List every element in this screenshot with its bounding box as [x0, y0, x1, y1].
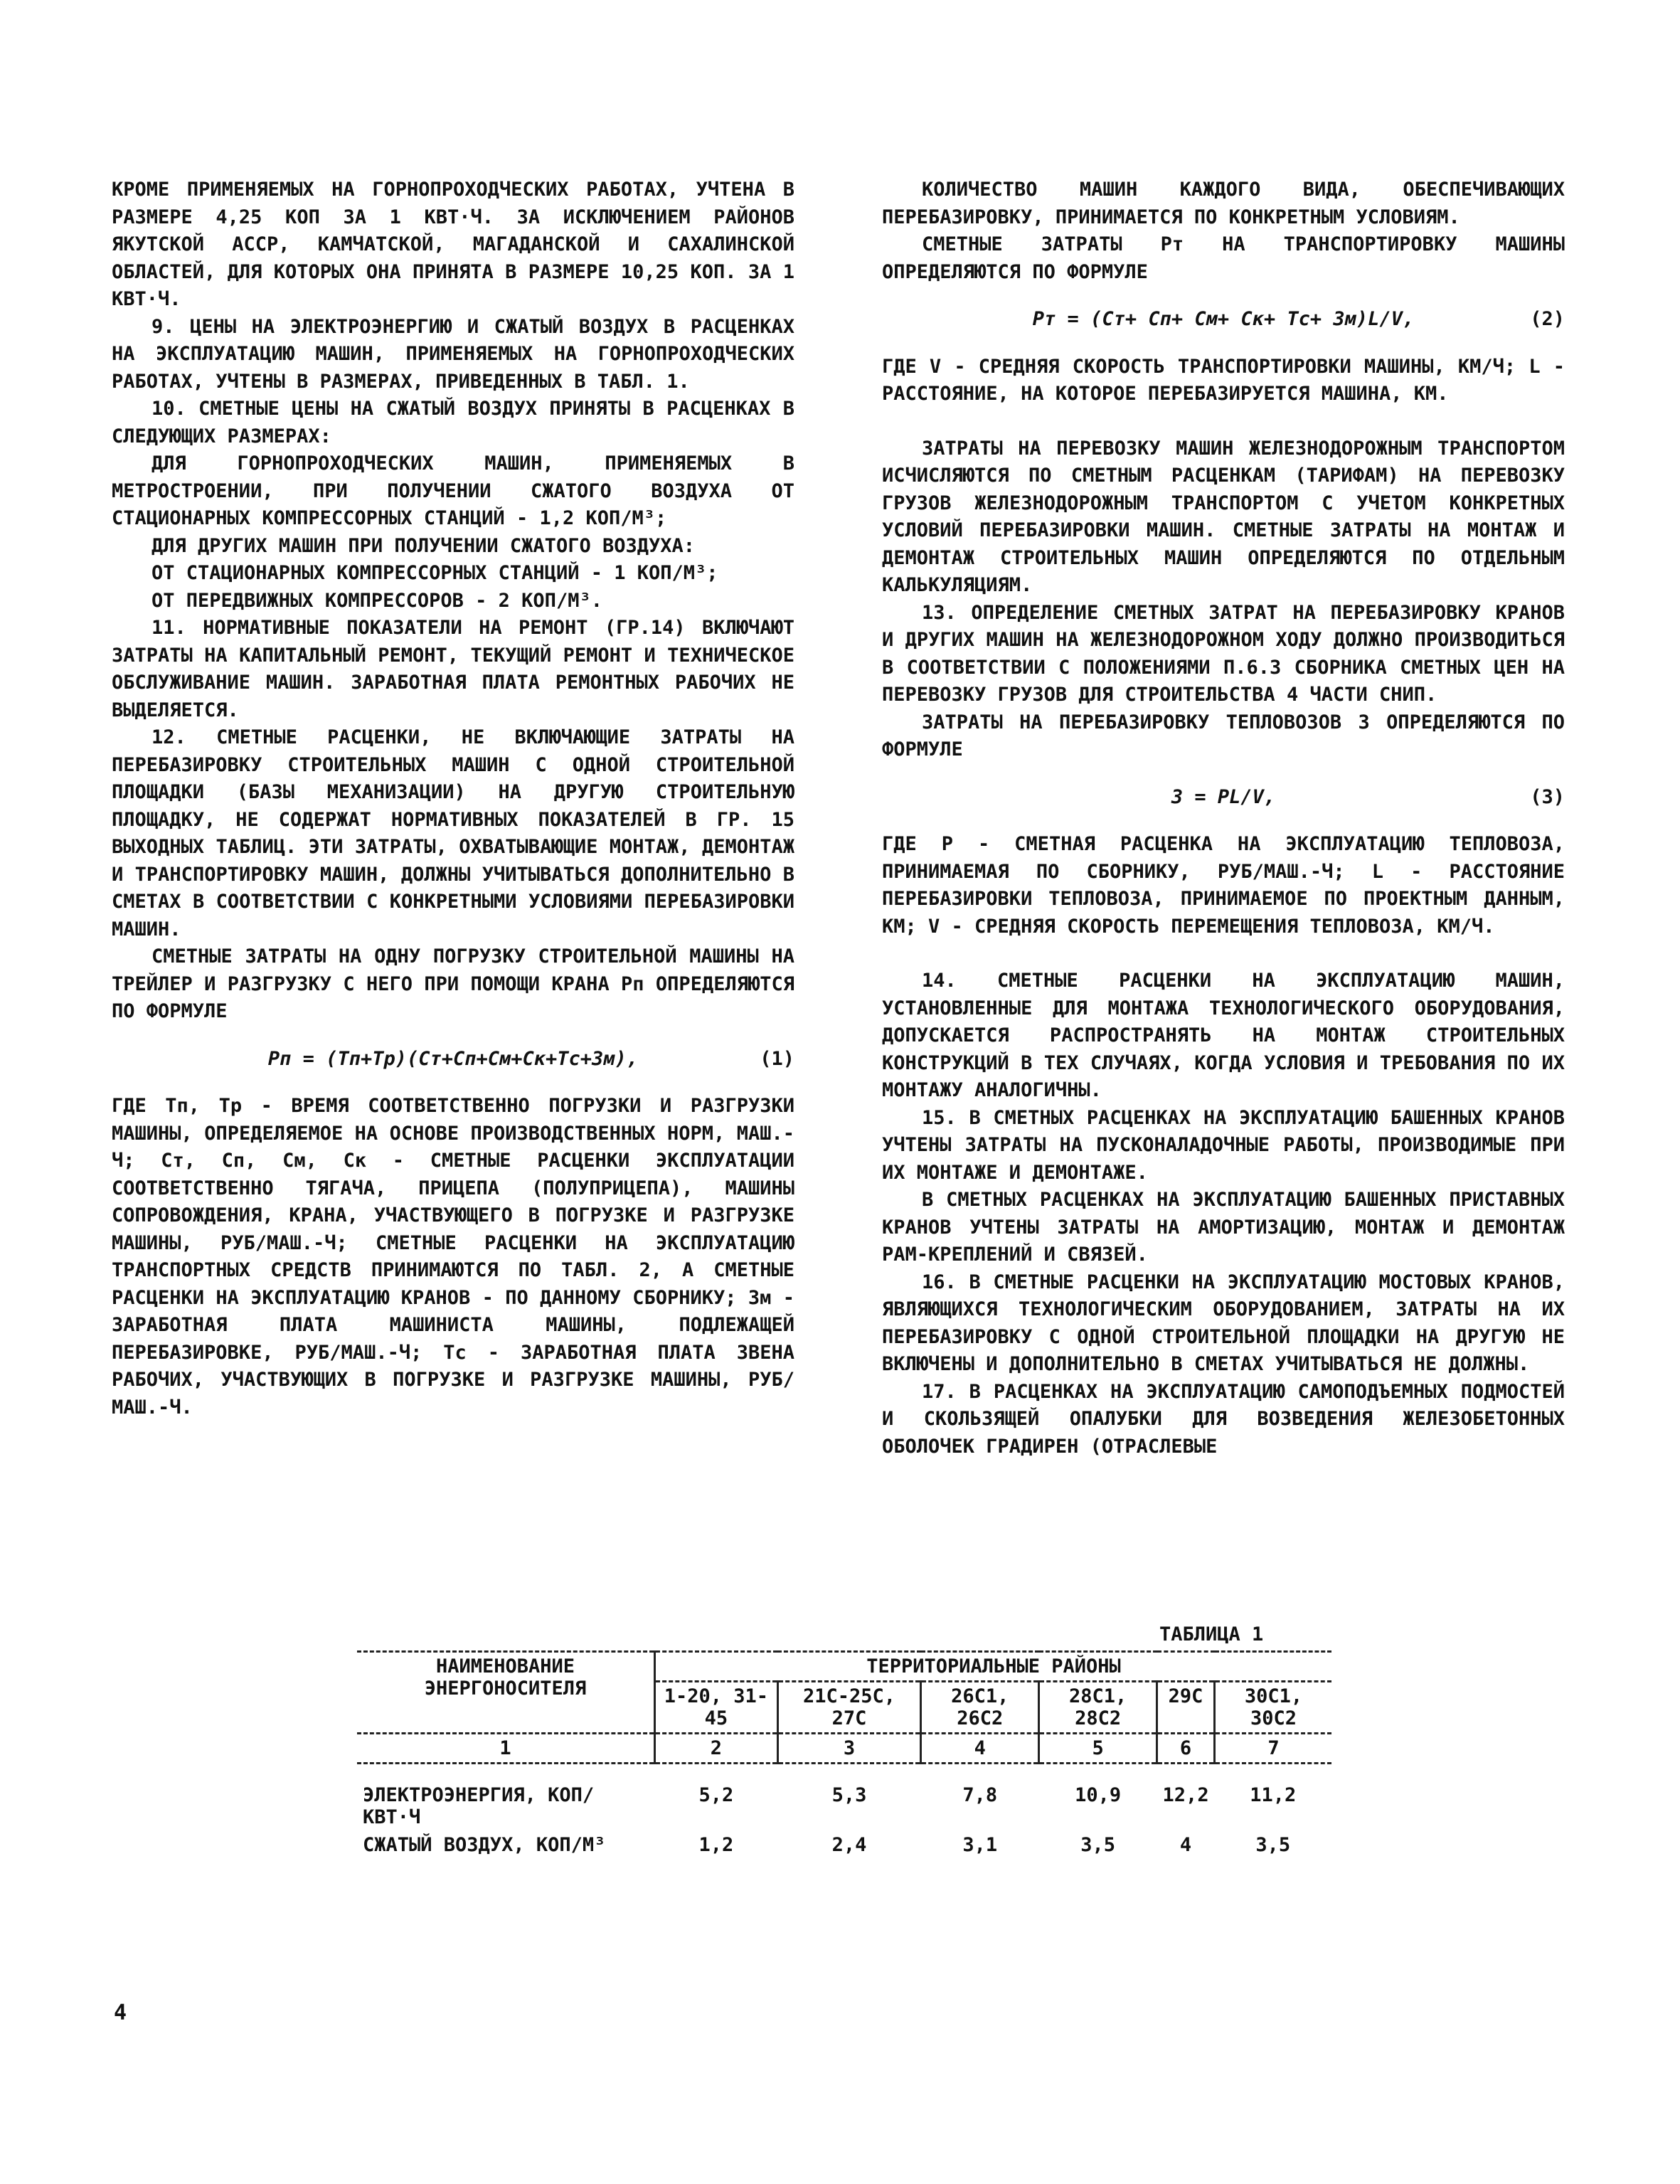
paragraph: КРОМЕ ПРИМЕНЯЕМЫХ НА ГОРНОПРОХОДЧЕСКИХ РАБОТАХ, УЧТЕНА В РАЗМЕРЕ 4,25 КОП ЗА 1 КВТ·Ч. ЗА ИСКЛЮЧЕНИЕМ РАЙОНОВ ЯКУТСКОЙ АССР, КАМЧАТСКОЙ, МАГАДАНСКОЙ И САХАЛИНСКОЙ ОБЛАСТЕЙ, ДЛЯ КОТОРЫХ ОНА ПРИНЯТА В РАЗМЕРЕ 10,25 КОП. ЗА 1 КВТ·Ч.: [112, 179, 794, 310]
column-number: 4: [921, 1734, 1039, 1764]
formula-2: [882, 306, 1565, 334]
row-name: СЖАТЫЙ ВОЗДУХ, КОП/М³: [363, 1834, 606, 1856]
formula-1: [112, 1046, 794, 1074]
paragraph: ДЛЯ ДРУГИХ МАШИН ПРИ ПОЛУЧЕНИИ СЖАТОГО ВОЗДУХА:: [151, 534, 696, 557]
paragraph: ОТ ПЕРЕДВИЖНЫХ КОМПРЕССОРОВ - 2 КОП/М³.: [151, 589, 602, 612]
region-header: 26С1, 26С2: [921, 1682, 1039, 1734]
formula-text: Pт = (Cт+ Cп+ Cм+ Cк+ Tс+ Зм)L/V,: [1032, 308, 1415, 330]
region-header: 28С1, 28С2: [1039, 1682, 1157, 1734]
paragraph: 16. В СМЕТНЫЕ РАСЦЕНКИ НА ЭКСПЛУАТАЦИЮ МОСТОВЫХ КРАНОВ, ЯВЛЯЮЩИХСЯ ТЕХНОЛОГИЧЕСКИМ ОБОРУДОВАНИЕМ, ЗАТРАТЫ НА ИХ ПЕРЕБАЗИРОВКУ С ОДНОЙ СТРОИТЕЛЬНОЙ ПЛОЩАДКИ НА ДРУГУЮ НЕ ВКЛЮЧЕНЫ И ДОПОЛНИТЕЛЬНО В СМЕТАХ УЧИТЫВАТЬСЯ НЕ ДОЛЖНЫ.: [882, 1271, 1565, 1375]
paragraph: 11. НОРМАТИВНЫЕ ПОКАЗАТЕЛИ НА РЕМОНТ (ГР.14) ВКЛЮЧАЮТ ЗАТРАТЫ НА КАПИТАЛЬНЫЙ РЕМОНТ, ТЕКУЩИЙ РЕМОНТ И ТЕХНИЧЕСКОЕ ОБСЛУЖИВАНИЕ МАШИН. ЗАРАБОТНАЯ ПЛАТА РЕМОНТНЫХ РАБОЧИХ НЕ ВЫДЕЛЯЕТСЯ.: [112, 617, 794, 721]
region-header: 1-20, 31-45: [655, 1682, 778, 1734]
formula-text: З = PL/V,: [1171, 785, 1276, 808]
cell: 4: [1179, 1834, 1192, 1856]
cell: 7,8: [962, 1784, 998, 1806]
paragraph: КОЛИЧЕСТВО МАШИН КАЖДОГО ВИДА, ОБЕСПЕЧИВАЮЩИХ ПЕРЕБАЗИРОВКУ, ПРИНИМАЕТСЯ ПО КОНКРЕТНЫМ УСЛОВИЯМ.: [882, 179, 1565, 228]
column-number: 2: [655, 1734, 778, 1764]
paragraph: СМЕТНЫЕ ЗАТРАТЫ НА ОДНУ ПОГРУЗКУ СТРОИТЕЛЬНОЙ МАШИНЫ НА ТРЕЙЛЕР И РАЗГРУЗКУ С НЕГО ПРИ ПОМОЩИ КРАНА Рп ОПРЕДЕЛЯЮТСЯ ПО ФОРМУЛЕ: [112, 945, 794, 1022]
right-column: [882, 176, 1565, 1461]
paragraph: ГДЕ Тп, Тр - ВРЕМЯ СООТВЕТСТВЕННО ПОГРУЗКИ И РАЗГРУЗКИ МАШИНЫ, ОПРЕДЕЛЯЕМОЕ НА ОСНОВЕ ПРОИЗВОДСТВЕННЫХ НОРМ, МАШ.-Ч; Ст, Сп, См, Ск - СМЕТНЫЕ РАСЦЕНКИ ЭКСПЛУАТАЦИИ СООТВЕТСТВЕННО ТЯГАЧА, ПРИЦЕПА (ПОЛУПРИЦЕПА), МАШИНЫ СОПРОВОЖДЕНИЯ, КРАНА, УЧАСТВУЮЩЕГО В ПОГРУЗКЕ И РАЗГРУЗКЕ МАШИНЫ, РУБ/МАШ.-Ч; СМЕТНЫЕ РАСЦЕНКИ НА ЭКСПЛУАТАЦИЮ ТРАНСПОРТНЫХ СРЕДСТВ ПРИНИМАЮТСЯ ПО ТАБЛ. 2, А СМЕТНЫЕ РАСЦЕНКИ НА ЭКСПЛУАТАЦИЮ КРАНОВ - ПО ДАННОМУ СБОРНИКУ; Зм - ЗАРАБОТНАЯ ПЛАТА МАШИНИСТА МАШИНЫ, ПОДЛЕЖАЩЕЙ ПЕРЕБАЗИРОВКЕ, РУБ/МАШ.-Ч; Тс - ЗАРАБОТНАЯ ПЛАТА ЗВЕНА РАБОЧИХ, УЧАСТВУЮЩИХ В ПОГРУЗКЕ И РАЗГРУЗКЕ МАШИНЫ, РУБ/МАШ.-Ч.: [112, 1095, 794, 1419]
cell: 3,5: [1255, 1834, 1291, 1856]
formula-3: [882, 784, 1565, 812]
paragraph: 12. СМЕТНЫЕ РАСЦЕНКИ, НЕ ВКЛЮЧАЮЩИЕ ЗАТРАТЫ НА ПЕРЕБАЗИРОВКУ СТРОИТЕЛЬНЫХ МАШИН С ОДНОЙ СТРОИТЕЛЬНОЙ ПЛОЩАДКИ (БАЗЫ МЕХАНИЗАЦИИ) НА ДРУГУЮ СТРОИТЕЛЬНУЮ ПЛОЩАДКУ, НЕ СОДЕРЖАТ НОРМАТИВНЫХ ПОКАЗАТЕЛЕЙ В ГР. 15 ВЫХОДНЫХ ТАБЛИЦ. ЭТИ ЗАТРАТЫ, ОХВАТЫВАЮЩИЕ МОНТАЖ, ДЕМОНТАЖ И ТРАНСПОРТИРОВКУ МАШИН, ДОЛЖНЫ УЧИТЫВАТЬСЯ ДОПОЛНИТЕЛЬНО В СМЕТАХ В СООТВЕТСТВИИ С КОНКРЕТНЫМИ УСЛОВИЯМИ ПЕРЕБАЗИРОВКИ МАШИН.: [112, 726, 794, 940]
region-header: 21С-25С, 27С: [777, 1682, 921, 1734]
table-row: [357, 1831, 1331, 1859]
paragraph: 10. СМЕТНЫЕ ЦЕНЫ НА СЖАТЫЙ ВОЗДУХ ПРИНЯТЫ В РАСЦЕНКАХ В СЛЕДУЮЩИХ РАЗМЕРАХ:: [112, 398, 794, 447]
column-number: 6: [1157, 1734, 1215, 1764]
paragraph: 14. СМЕТНЫЕ РАСЦЕНКИ НА ЭКСПЛУАТАЦИЮ МАШИН, УСТАНОВЛЕННЫЕ ДЛЯ МОНТАЖА ТЕХНОЛОГИЧЕСКОГО ОБОРУДОВАНИЯ, ДОПУСКАЕТСЯ РАСПРОСТРАНЯТЬ НА МОНТАЖ СТРОИТЕЛЬНЫХ КОНСТРУКЦИЙ В ТЕХ СЛУЧАЯХ, КОГДА УСЛОВИЯ И ТРЕБОВАНИЯ ПО ИХ МОНТАЖУ АНАЛОГИЧНЫ.: [882, 970, 1565, 1101]
cell: 10,9: [1075, 1784, 1122, 1806]
paragraph: В СМЕТНЫХ РАСЦЕНКАХ НА ЭКСПЛУАТАЦИЮ БАШЕННЫХ ПРИСТАВНЫХ КРАНОВ УЧТЕНЫ ЗАТРАТЫ НА АМОРТИЗАЦИЮ, МОНТАЖ И ДЕМОНТАЖ РАМ-КРЕПЛЕНИЙ И СВЯЗЕЙ.: [882, 1189, 1565, 1266]
region-header: 30С1, 30С2: [1215, 1682, 1331, 1734]
paragraph: 17. В РАСЦЕНКАХ НА ЭКСПЛУАТАЦИЮ САМОПОДЪЕМНЫХ ПОДМОСТЕЙ И СКОЛЬЗЯЩЕЙ ОПАЛУБКИ ДЛЯ ВОЗВЕДЕНИЯ ЖЕЛЕЗОБЕТОННЫХ ОБОЛОЧЕК ГРАДИРЕН (ОТРАСЛЕВЫЕ: [882, 1380, 1565, 1458]
table-caption: ТАБЛИЦА 1: [1159, 1623, 1264, 1645]
paragraph: 15. В СМЕТНЫХ РАСЦЕНКАХ НА ЭКСПЛУАТАЦИЮ БАШЕННЫХ КРАНОВ УЧТЕНЫ ЗАТРАТЫ НА ПУСКОНАЛАДОЧНЫЕ РАБОТЫ, ПРОИЗВОДИМЫЕ ПРИ ИХ МОНТАЖЕ И ДЕМОНТАЖЕ.: [882, 1106, 1565, 1184]
cell: 12,2: [1162, 1784, 1209, 1806]
paragraph: ЗАТРАТЫ НА ПЕРЕВОЗКУ МАШИН ЖЕЛЕЗНОДОРОЖНЫМ ТРАНСПОРТОМ ИСЧИСЛЯЮТСЯ ПО СМЕТНЫМ РАСЦЕНКАМ (ТАРИФАМ) НА ПЕРЕВОЗКУ ГРУЗОВ ЖЕЛЕЗНОДОРОЖНЫМ ТРАНСПОРТОМ С УЧЕТОМ КОНКРЕТНЫХ УСЛОВИЙ ПЕРЕБАЗИРОВКИ МАШИН. СМЕТНЫЕ ЗАТРАТЫ НА МОНТАЖ И ДЕМОНТАЖ СТРОИТЕЛЬНЫХ МАШИН ОПРЕДЕЛЯЮТСЯ ПО ОТДЕЛЬНЫМ КАЛЬКУЛЯЦИЯМ.: [882, 437, 1565, 596]
paragraph: 9. ЦЕНЫ НА ЭЛЕКТРОЭНЕРГИЮ И СЖАТЫЙ ВОЗДУХ В РАСЦЕНКАХ НА ЭКСПЛУАТАЦИЮ МАШИН, ПРИМЕНЯЕМЫХ НА ГОРНОПРОХОДЧЕСКИХ РАБОТАХ, УЧТЕНЫ В РАЗМЕРАХ, ПРИВЕДЕННЫХ В ТАБЛ. 1.: [112, 315, 794, 393]
cell: 3,1: [962, 1834, 998, 1856]
paragraph: ОТ СТАЦИОНАРНЫХ КОМПРЕССОРНЫХ СТАНЦИЙ - 1 КОП/М³;: [151, 562, 718, 584]
energy-price-table: [357, 1650, 1331, 1859]
paragraph: ЗАТРАТЫ НА ПЕРЕБАЗИРОВКУ ТЕПЛОВОЗОВ З ОПРЕДЕЛЯЮТСЯ ПО ФОРМУЛЕ: [882, 711, 1565, 760]
paragraph: 13. ОПРЕДЕЛЕНИЕ СМЕТНЫХ ЗАТРАТ НА ПЕРЕБАЗИРОВКУ КРАНОВ И ДРУГИХ МАШИН НА ЖЕЛЕЗНОДОРОЖНОМ ХОДУ ДОЛЖНО ПРОИЗВОДИТЬСЯ В СООТВЕТСТВИИ С ПОЛОЖЕНИЯМИ П.6.3 СБОРНИКА СМЕТНЫХ ЦЕН НА ПЕРЕВОЗКУ ГРУЗОВ ДЛЯ СТРОИТЕЛЬСТВА 4 ЧАСТИ СНИП.: [882, 601, 1565, 706]
column-number: 5: [1039, 1734, 1157, 1764]
paragraph: СМЕТНЫЕ ЗАТРАТЫ Рт НА ТРАНСПОРТИРОВКУ МАШИНЫ ОПРЕДЕЛЯЮТСЯ ПО ФОРМУЛЕ: [882, 233, 1565, 283]
cell: 5,2: [698, 1784, 734, 1806]
cell: 11,2: [1250, 1784, 1297, 1806]
cell: 2,4: [831, 1834, 867, 1856]
formula-number: (1): [760, 1047, 794, 1070]
formula-number: (3): [1530, 785, 1565, 808]
formula-number: (2): [1530, 308, 1565, 330]
region-header: 29С: [1157, 1682, 1215, 1734]
paragraph: ДЛЯ ГОРНОПРОХОДЧЕСКИХ МАШИН, ПРИМЕНЯЕМЫХ В МЕТРОСТРОЕНИИ, ПРИ ПОЛУЧЕНИИ СЖАТОГО ВОЗДУХА ОТ СТАЦИОНАРНЫХ КОМПРЕССОРНЫХ СТАНЦИЙ - 1,2 КОП/М³;: [112, 452, 794, 529]
cell: 1,2: [698, 1834, 734, 1856]
paragraph: ГДЕ Р - СМЕТНАЯ РАСЦЕНКА НА ЭКСПЛУАТАЦИЮ ТЕПЛОВОЗА, ПРИНИМАЕМАЯ ПО СБОРНИКУ, РУБ/МАШ.-Ч; L - РАССТОЯНИЕ ПЕРЕБАЗИРОВКИ ТЕПЛОВОЗА, ПРИНИМАЕМОЕ ПО ПРОЕКТНЫМ ДАННЫМ, КМ; V - СРЕДНЯЯ СКОРОСТЬ ПЕРЕМЕЩЕНИЯ ТЕПЛОВОЗА, КМ/Ч.: [882, 833, 1565, 938]
table-header-group: ТЕРРИТОРИАЛЬНЫЕ РАЙОНЫ: [655, 1652, 1332, 1682]
formula-text: Pп = (Tп+Tр)(Cт+Cп+Cм+Cк+Tс+Зм),: [267, 1047, 639, 1070]
column-number: 7: [1215, 1734, 1331, 1764]
table-header-name: НАИМЕНОВАНИЕ ЭНЕРГОНОСИТЕЛЯ: [357, 1652, 655, 1734]
cell: 5,3: [831, 1784, 867, 1806]
row-name: ЭЛЕКТРОЭНЕРГИЯ, КОП/КВТ·Ч: [363, 1784, 595, 1828]
paragraph: ГДЕ V - СРЕДНЯЯ СКОРОСТЬ ТРАНСПОРТИРОВКИ МАШИНЫ, КМ/Ч; L - РАССТОЯНИЕ, НА КОТОРОЕ ПЕРЕБАЗИРУЕТСЯ МАШИНА, КМ.: [882, 355, 1565, 405]
table-row: [357, 1764, 1331, 1832]
cell: 3,5: [1080, 1834, 1115, 1856]
left-column: [112, 176, 794, 1421]
column-number: 3: [777, 1734, 921, 1764]
column-number: 1: [499, 1737, 511, 1759]
page-number: 4: [114, 2000, 127, 2025]
